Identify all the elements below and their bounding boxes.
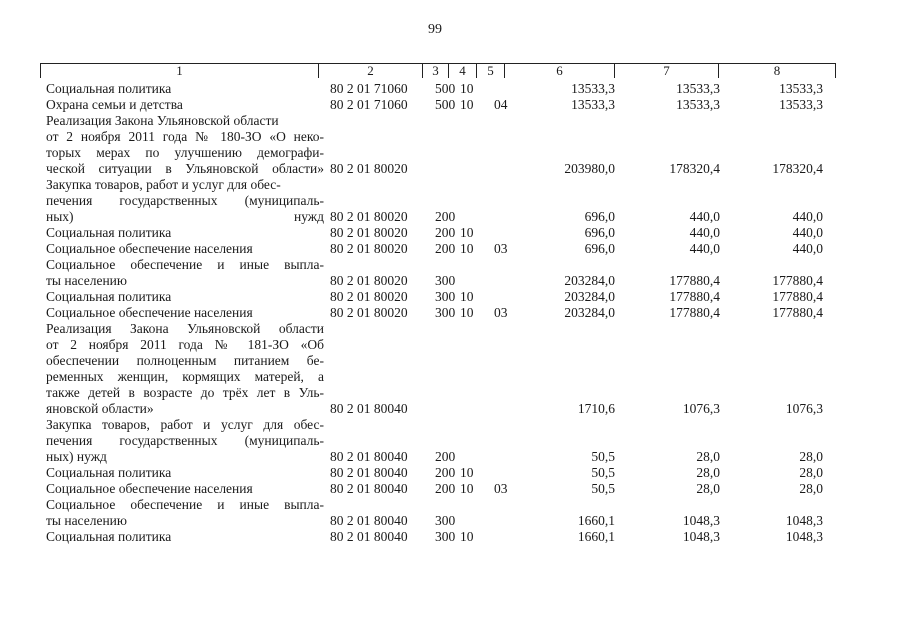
row-value-8: 178320,4 <box>772 161 823 176</box>
row-value-7: 1048,3 <box>682 513 720 528</box>
table-row <box>0 449 905 465</box>
row-name: Социальное обеспечение и иные выпла- <box>46 497 324 512</box>
row-value-6: 1660,1 <box>577 529 615 544</box>
row-code: 80 2 01 80020 <box>330 305 408 320</box>
row-value-6: 13533,3 <box>571 97 615 112</box>
row-subsection: 03 <box>494 305 508 320</box>
row-value-8: 440,0 <box>792 209 823 224</box>
row-value-6: 696,0 <box>584 225 615 240</box>
table-row <box>0 321 905 337</box>
row-value-6: 203284,0 <box>564 273 615 288</box>
row-value-6: 203284,0 <box>564 289 615 304</box>
row-code: 80 2 01 80020 <box>330 289 408 304</box>
table-row <box>0 433 905 449</box>
table-row <box>0 241 905 257</box>
table-row <box>0 497 905 513</box>
table-row <box>0 225 905 241</box>
row-code: 80 2 01 80020 <box>330 241 408 256</box>
row-name: Социальная политика <box>46 465 172 480</box>
header-col-1: 1 <box>41 64 319 78</box>
table-row <box>0 353 905 369</box>
row-value-8: 1048,3 <box>785 513 823 528</box>
table-body <box>0 81 905 545</box>
row-name: Закупка товаров, работ и услуг для обес- <box>46 177 281 192</box>
row-name: Закупка товаров, работ и услуг для обес- <box>46 417 324 432</box>
table-row <box>0 385 905 401</box>
table-row <box>0 337 905 353</box>
row-name: Социальная политика <box>46 289 172 304</box>
row-code: 80 2 01 80040 <box>330 465 408 480</box>
row-value-6: 50,5 <box>591 465 615 480</box>
row-name: Социальное обеспечение населения <box>46 241 253 256</box>
row-name: ты населению <box>46 513 127 528</box>
row-value-7: 28,0 <box>696 481 720 496</box>
row-expense-type: 200 <box>435 209 456 224</box>
row-expense-type: 200 <box>435 465 456 480</box>
table-row <box>0 481 905 497</box>
table-row <box>0 289 905 305</box>
row-expense-type: 300 <box>435 529 456 544</box>
row-subsection: 03 <box>494 241 508 256</box>
table-row <box>0 401 905 417</box>
row-name: Социальное обеспечение и иные выпла- <box>46 257 324 272</box>
row-name: обеспечении полноценным питанием бе- <box>46 353 324 368</box>
table-row <box>0 97 905 113</box>
row-expense-type: 200 <box>435 241 456 256</box>
row-code: 80 2 01 80040 <box>330 513 408 528</box>
row-value-6: 696,0 <box>584 209 615 224</box>
row-subsection: 03 <box>494 481 508 496</box>
row-value-6: 696,0 <box>584 241 615 256</box>
table-row <box>0 129 905 145</box>
row-expense-type: 200 <box>435 449 456 464</box>
row-expense-type: 200 <box>435 225 456 240</box>
row-value-6: 50,5 <box>591 481 615 496</box>
row-section: 10 <box>460 529 474 544</box>
table-header <box>40 63 836 78</box>
row-value-6: 1660,1 <box>577 513 615 528</box>
row-code: 80 2 01 80020 <box>330 225 408 240</box>
row-name: также детей в возрасте до трёх лет в Уль- <box>46 385 324 400</box>
table-row <box>0 113 905 129</box>
row-code: 80 2 01 80020 <box>330 273 408 288</box>
row-name: ты населению <box>46 273 127 288</box>
table-row <box>0 209 905 225</box>
row-value-6: 203980,0 <box>564 161 615 176</box>
row-value-8: 1048,3 <box>785 529 823 544</box>
row-name: от 2 ноября 2011 года № 181-ЗО «Об <box>46 337 324 352</box>
header-col-8: 8 <box>773 63 781 78</box>
row-value-8: 28,0 <box>799 449 823 464</box>
table-row <box>0 177 905 193</box>
row-name: Социальная политика <box>46 225 172 240</box>
row-value-7: 177880,4 <box>669 289 720 304</box>
header-col-7: 7 <box>615 64 719 78</box>
row-code: 80 2 01 71060 <box>330 97 408 112</box>
row-expense-type: 300 <box>435 513 456 528</box>
row-value-8: 177880,4 <box>772 305 823 320</box>
row-value-8: 1076,3 <box>785 401 823 416</box>
row-name: ных) нужд <box>46 449 107 464</box>
row-value-7: 13533,3 <box>676 97 720 112</box>
row-code: 80 2 01 80040 <box>330 529 408 544</box>
row-value-7: 28,0 <box>696 449 720 464</box>
row-value-7: 178320,4 <box>669 161 720 176</box>
row-expense-type: 300 <box>435 273 456 288</box>
row-section: 10 <box>460 97 474 112</box>
row-name: ных) нужд <box>46 209 324 224</box>
row-name: от 2 ноября 2011 года № 180-ЗО «О неко- <box>46 129 324 144</box>
row-section: 10 <box>460 289 474 304</box>
table-row <box>0 465 905 481</box>
row-subsection: 04 <box>494 97 508 112</box>
row-name: Охрана семьи и детства <box>46 97 183 112</box>
header-col-4: 4 <box>449 64 477 78</box>
row-name: Социальная политика <box>46 529 172 544</box>
row-name: торых мерах по улучшению демографи- <box>46 145 324 160</box>
table-row <box>0 513 905 529</box>
row-expense-type: 200 <box>435 481 456 496</box>
row-expense-type: 300 <box>435 305 456 320</box>
row-code: 80 2 01 71060 <box>330 81 408 96</box>
row-value-6: 50,5 <box>591 449 615 464</box>
row-value-7: 440,0 <box>689 209 720 224</box>
row-section: 10 <box>460 81 474 96</box>
row-value-8: 13533,3 <box>779 97 823 112</box>
row-section: 10 <box>460 465 474 480</box>
table-row <box>0 305 905 321</box>
table-row <box>0 257 905 273</box>
row-value-7: 1076,3 <box>682 401 720 416</box>
row-value-7: 28,0 <box>696 465 720 480</box>
table-row <box>0 273 905 289</box>
row-value-6: 13533,3 <box>571 81 615 96</box>
row-name: Социальное обеспечение населения <box>46 481 253 496</box>
header-col-6: 6 <box>505 64 615 78</box>
row-name: печения государственных (муниципаль- <box>46 193 324 208</box>
row-value-8: 28,0 <box>799 481 823 496</box>
row-expense-type: 500 <box>435 97 456 112</box>
row-section: 10 <box>460 481 474 496</box>
row-value-8: 440,0 <box>792 241 823 256</box>
table-row <box>0 417 905 433</box>
row-value-6: 203284,0 <box>564 305 615 320</box>
row-code: 80 2 01 80020 <box>330 209 408 224</box>
row-name: Социальная политика <box>46 81 172 96</box>
row-code: 80 2 01 80040 <box>330 481 408 496</box>
row-name: ческой ситуации в Ульяновской области» <box>46 161 324 176</box>
row-value-7: 177880,4 <box>669 305 720 320</box>
table-row <box>0 161 905 177</box>
table-row <box>0 529 905 545</box>
page-number: 99 <box>428 22 442 37</box>
header-col-5: 5 <box>477 64 505 78</box>
row-name: Социальное обеспечение населения <box>46 305 253 320</box>
row-value-7: 440,0 <box>689 241 720 256</box>
table-row <box>0 369 905 385</box>
row-code: 80 2 01 80040 <box>330 449 408 464</box>
row-section: 10 <box>460 225 474 240</box>
row-value-7: 177880,4 <box>669 273 720 288</box>
row-name: ременных женщин, кормящих матерей, а <box>46 369 324 384</box>
table-row <box>0 193 905 209</box>
row-code: 80 2 01 80040 <box>330 401 408 416</box>
row-expense-type: 300 <box>435 289 456 304</box>
row-expense-type: 500 <box>435 81 456 96</box>
row-value-7: 1048,3 <box>682 529 720 544</box>
table-row <box>0 81 905 97</box>
row-value-7: 440,0 <box>689 225 720 240</box>
row-value-8: 28,0 <box>799 465 823 480</box>
row-name: Реализация Закона Ульяновской области <box>46 321 324 336</box>
row-value-8: 440,0 <box>792 225 823 240</box>
header-col-2: 2 <box>319 64 423 78</box>
header-col-3: 3 <box>423 64 449 78</box>
row-name: яновской области» <box>46 401 154 416</box>
row-section: 10 <box>460 305 474 320</box>
row-value-8: 177880,4 <box>772 289 823 304</box>
row-value-8: 177880,4 <box>772 273 823 288</box>
row-value-6: 1710,6 <box>577 401 615 416</box>
row-name: печения государственных (муниципаль- <box>46 433 324 448</box>
row-value-8: 13533,3 <box>779 81 823 96</box>
row-section: 10 <box>460 241 474 256</box>
row-value-7: 13533,3 <box>676 81 720 96</box>
row-code: 80 2 01 80020 <box>330 161 408 176</box>
row-name: Реализация Закона Ульяновской области <box>46 113 279 128</box>
table-row <box>0 145 905 161</box>
